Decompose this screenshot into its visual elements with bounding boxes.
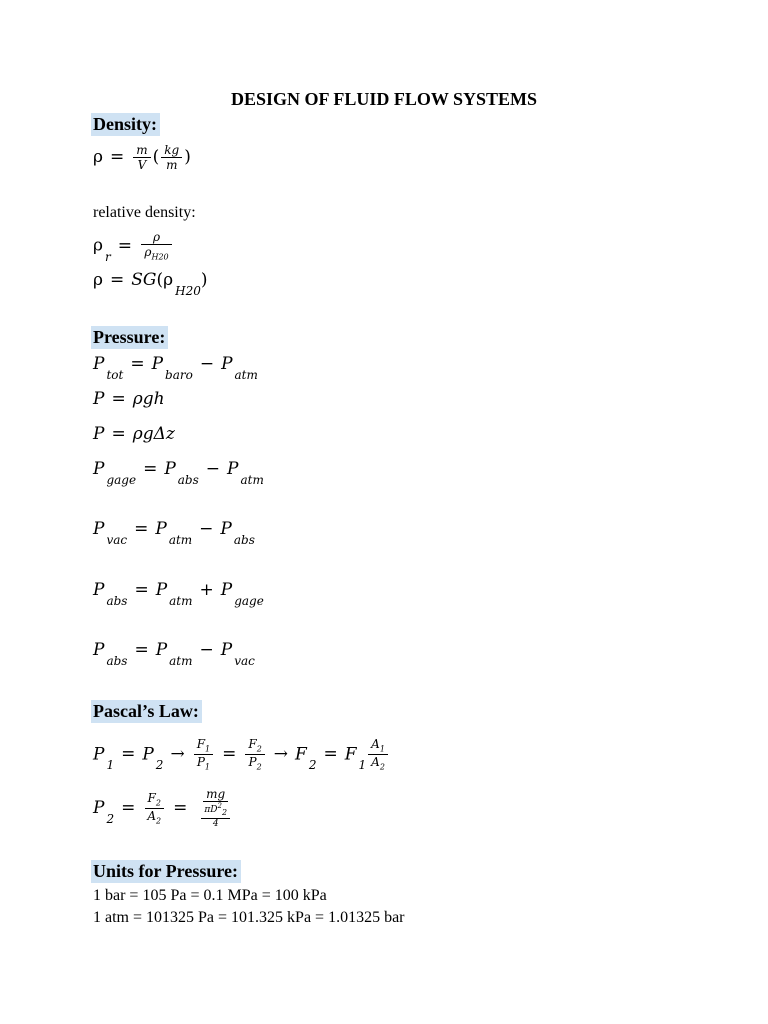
units-heading: Units for Pressure: <box>91 860 241 883</box>
pressure-heading: Pressure: <box>91 326 168 349</box>
relative-density-label: relative density: <box>93 204 196 221</box>
specific-gravity-equation: $\rho = SG(\rho_{H20})$ <box>93 270 208 298</box>
density-heading: Density: <box>91 113 160 136</box>
absolute-pressure-gage-equation: $P_{abs}= P_{atm}+ P_{gage}$ <box>93 580 264 608</box>
pascals-law-heading: Pascal’s Law: <box>91 700 202 723</box>
hydrostatic-pressure-equation: P = ρgh <box>93 389 165 409</box>
pascals-law-equation: $P_1= P_2\to$ $\frac{F_1}{P_1}$ = $\frac{F_2}{P_2}$ → $F_2= F_1$ $\frac{A_1}{A_2}$ <box>93 738 390 772</box>
units-line-atm: 1 atm = 101325 Pa = 101.325 kPa = 1.01325 bar <box>93 909 405 926</box>
gage-pressure-equation: $P_{gage}= P_{abs}- P_{atm}$ <box>93 459 264 487</box>
units-line-bar: 1 bar = 105 Pa = 0.1 MPa = 100 kPa <box>93 887 327 904</box>
vacuum-pressure-equation: $P_{vac}= P_{atm}- P_{abs}$ <box>93 519 255 547</box>
density-equation: ρ = $\frac{m}{V}$ ( $\frac{kg}{m}$ ) <box>93 143 191 172</box>
total-pressure-equation: $P_{tot}= P_{baro}- P_{atm}$ <box>93 354 258 382</box>
document-title: DESIGN OF FLUID FLOW SYSTEMS <box>230 89 538 109</box>
pascals-force-equation: $P_2=$ $\frac{F_2}{A_2}$ = $\frac{mg}{\frac{\pi D^2_2}{4}}$ <box>93 788 237 829</box>
pressure-difference-equation: P = ρgΔz <box>93 424 175 444</box>
absolute-pressure-vacuum-equation: $P_{abs}= P_{atm}- P_{vac}$ <box>93 640 255 668</box>
relative-density-equation: $\rho_r=$ $\frac{\rho}{\rho_{H20}}$ <box>93 231 174 261</box>
